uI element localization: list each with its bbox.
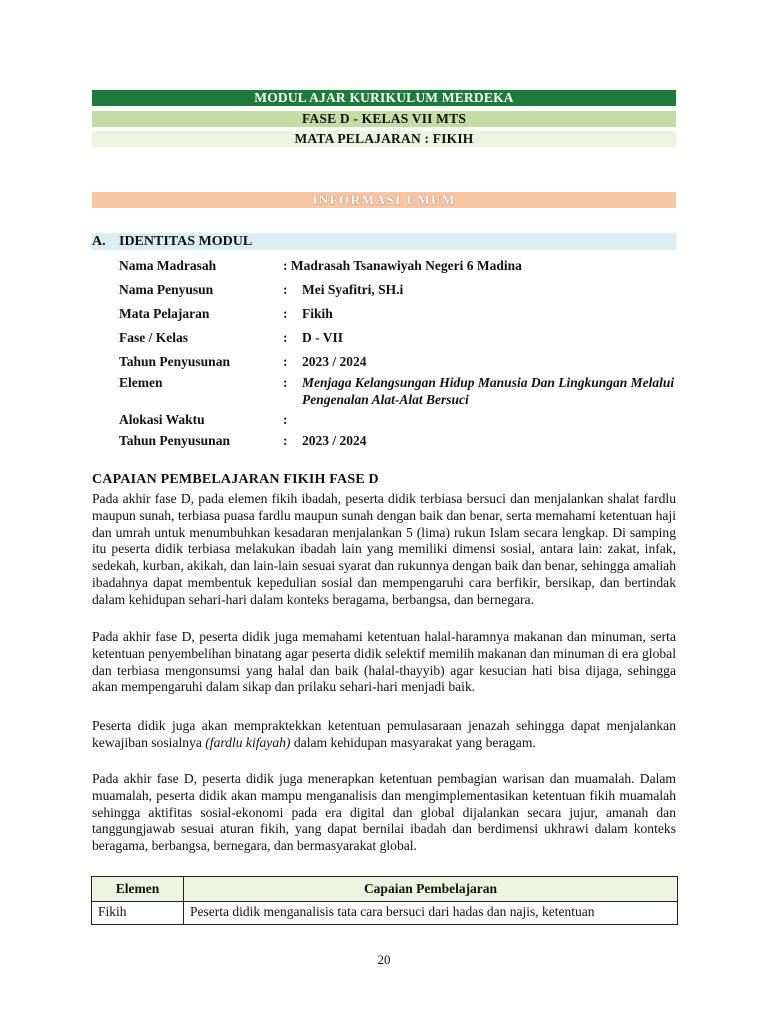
capaian-heading: CAPAIAN PEMBELAJARAN FIKIH FASE D [92, 472, 379, 487]
capaian-paragraph-1: Pada akhir fase D, pada elemen fikih ibadah, peserta didik terbiasa bersuci dan menjalankan shalat fardlu maupun sunah, terbiasa puasa fardlu maupun sunah dengan baik dan benar, serta memahami ketentuan haji dan umrah untuk menumbuhkan kesadaran menjalankan 5 (lima) rukun Islam secara lengkap. Di samping itu peserta didik terbiasa melakukan ibadah lain yang memiliki dimensi sosial, antara lain: zakat, infak, sedekah, kurban, akikah, dan lain-lain sesuai syarat dan rukunnya dengan baik dan benar, sehingga amaliah ibadahnya dapat membentuk kepedulian sosial dan mempengaruhi cara berfikir, bersikap, dan bertindak dalam kehidupan sehari-hari dalam konteks beragama, berbangsa, dan bernegara. [92, 491, 676, 607]
identity-label: Alokasi Waktu [119, 412, 205, 427]
section-a-heading [92, 233, 676, 250]
table-cell-elemen: Fikih [92, 902, 184, 925]
identity-value: Menjaga Kelangsungan Hidup Manusia Dan Lingkungan Melalui Pengenalan Alat-Alat Bersuci [302, 375, 675, 407]
section-a-letter: A. [92, 234, 106, 249]
identity-value: : Madrasah Tsanawiyah Negeri 6 Madina [283, 258, 522, 273]
identity-value: 2023 / 2024 [302, 433, 367, 448]
identity-label: Tahun Penyusunan [119, 354, 230, 369]
phase-class-band: FASE D - KELAS VII MTS [92, 111, 676, 127]
capaian-paragraph-3 [92, 718, 676, 752]
paragraph-3-text-a: Peserta didik juga akan mempraktekkan ketentuan pemulasaraan jenazah sehingga dapat menjalankan kewajiban sosialnya [92, 718, 676, 750]
identity-value: Mei Syafitri, SH.i [302, 282, 404, 297]
capaian-paragraph-2: Pada akhir fase D, peserta didik juga memahami ketentuan halal-haramnya makanan dan minuman, serta ketentuan penyembelihan binatang agar peserta didik selektif memilih makanan dan minuman di era global dan terbiasa mengonsumsi yang halal dan baik (halal-thayyib) agar kesucian hati bisa dijaga, sehingga akan mempengaruhi dalam sikap dan prilaku sehari-hari menjadi baik. [92, 629, 676, 695]
table-row [92, 902, 678, 925]
identity-value: Fikih [302, 306, 333, 321]
table-header-row [92, 877, 678, 902]
subject-band: MATA PELAJARAN : FIKIH [92, 131, 676, 147]
general-info-band: INFORMASI UMUM [92, 192, 676, 208]
identity-colon: : [283, 412, 288, 427]
module-title-band: MODUL AJAR KURIKULUM MERDEKA [92, 90, 676, 106]
identity-value: 2023 / 2024 [302, 354, 367, 369]
identity-label: Nama Madrasah [119, 258, 217, 273]
identity-colon: : [283, 330, 288, 345]
capaian-table [91, 876, 678, 925]
paragraph-3-text-b: dalam kehidupan masyarakat yang beragam. [290, 734, 536, 750]
table-header-capaian: Capaian Pembelajaran [184, 877, 678, 902]
identity-colon: : [283, 306, 288, 321]
page-number: 20 [377, 952, 391, 967]
identity-label: Mata Pelajaran [119, 306, 210, 321]
section-a-title: IDENTITAS MODUL [119, 234, 253, 249]
identity-colon: : [283, 375, 288, 390]
capaian-paragraph-4: Pada akhir fase D, peserta didik juga menerapkan ketentuan pembagian warisan dan muamalah. Dalam muamalah, peserta didik akan mampu menganalisis dan mengimplementasikan ketentuan fikih muamalah sehingga aktifitas sosial-ekonomi pada era digital dan global dijalankan secara jujur, amanah dan tanggungjawab sesuai aturan fikih, yang dapat bernilai ibadah dan berdimensi ukhrawi dalam konteks beragama, berbangsa, bernegara, dan bermasyarakat global. [92, 771, 676, 854]
identity-label: Nama Penyusun [119, 282, 214, 297]
identity-label: Fase / Kelas [119, 330, 188, 345]
identity-colon: : [283, 354, 288, 369]
identity-colon: : [283, 282, 288, 297]
paragraph-3-emphasis: (fardlu kifayah) [205, 734, 291, 750]
identity-label: Elemen [119, 375, 163, 390]
table-header-elemen: Elemen [92, 877, 184, 902]
identity-label: Tahun Penyusunan [119, 433, 230, 448]
table-cell-capaian: Peserta didik menganalisis tata cara bersuci dari hadas dan najis, ketentuan [184, 902, 678, 925]
identity-value: D - VII [302, 330, 344, 345]
identity-colon: : [283, 433, 288, 448]
